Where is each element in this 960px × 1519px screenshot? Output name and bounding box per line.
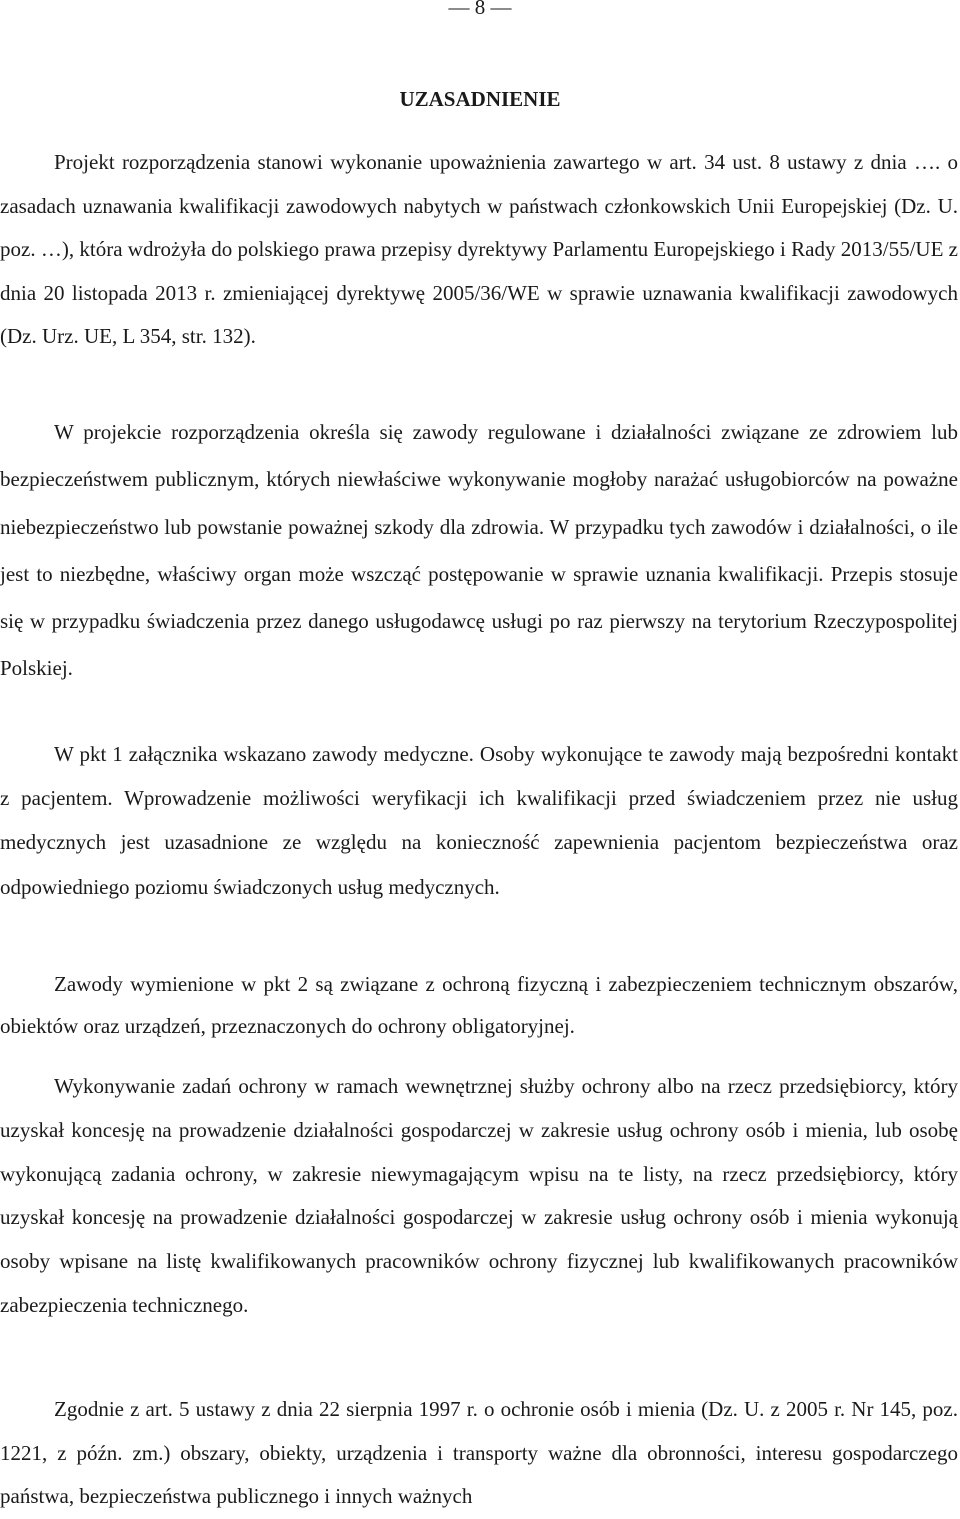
page-number: — 8 — <box>448 0 512 19</box>
document-heading: UZASADNIENIE <box>399 87 561 111</box>
paragraph-protection-tasks: Wykonywanie zadań ochrony w ramach wewnętrznej służby ochrony albo na rzecz przedsiębiorcy, który uzyskał koncesję na prowadzenie działalności gospodarczej w zakresie usług ochrony osób i mienia, lub osobę wykonującą zadania ochrony, w zakresie niewymagającym wpisu na te listy, na rzecz przedsiębiorcy, który uzyskał koncesję na prowadzenie działalności gospodarczej w zakresie usług ochrony osób i mienia wykonują osoby wpisane na listę kwalifikowanych pracowników ochrony fizycznej lub kwalifikowanych pracowników zabezpieczenia technicznego. <box>0 1074 958 1317</box>
paragraph-security-professions: Zawody wymienione w pkt 2 są związane z ochroną fizyczną i zabezpieczeniem technicznym obszarów, obiektów oraz urządzeń, przeznaczonych do ochrony obligatoryjnej. <box>0 972 958 1038</box>
paragraph-legal-basis: Projekt rozporządzenia stanowi wykonanie upoważnienia zawartego w art. 34 ust. 8 ustawy z dnia …. o zasadach uznawania kwalifikacji zawodowych nabytych w państwach członkowskich Unii Europejskiej (Dz. U. poz. …), która wdrożyła do polskiego prawa przepisy dyrektywy Parlamentu Europejskiego i Rady 2013/55/UE z dnia 20 listopada 2013 r. zmieniającej dyrektywę 2005/36/WE w sprawie uznawania kwalifikacji zawodowych (Dz. Urz. UE, L 354, str. 132). <box>0 150 958 348</box>
paragraph-regulated-professions: W projekcie rozporządzenia określa się zawody regulowane i działalności związane ze zdrowiem lub bezpieczeństwem publicznym, których niewłaściwe wykonywanie mogłoby narażać usługobiorców na poważne niebezpieczeństwo lub powstanie poważnej szkody dla zdrowia. W przypadku tych zawodów i działalności, o ile jest to niezbędne, właściwy organ może wszcząć postępowanie w sprawie uznania kwalifikacji. Przepis stosuje się w przypadku świadczenia przez danego usługodawcę usługi po raz pierwszy na terytorium Rzeczypospolitej Polskiej. <box>0 420 958 681</box>
paragraph-protection-act: Zgodnie z art. 5 ustawy z dnia 22 sierpnia 1997 r. o ochronie osób i mienia (Dz. U. z 2005 r. Nr 145, poz. 1221, z późn. zm.) obszary, obiekty, urządzenia i transporty ważne dla obronności, interesu gospodarczego państwa, bezpieczeństwa publicznego i innych ważnych <box>0 1397 958 1508</box>
paragraph-medical-professions: W pkt 1 załącznika wskazano zawody medyczne. Osoby wykonujące te zawody mają bezpośredni kontakt z pacjentem. Wprowadzenie możliwości weryfikacji ich kwalifikacji przed świadczeniem przez nie usług medycznych jest uzasadnione ze względu na konieczność zapewnienia pacjentom bezpieczeństwa oraz odpowiedniego poziomu świadczonych usług medycznych. <box>0 742 958 899</box>
